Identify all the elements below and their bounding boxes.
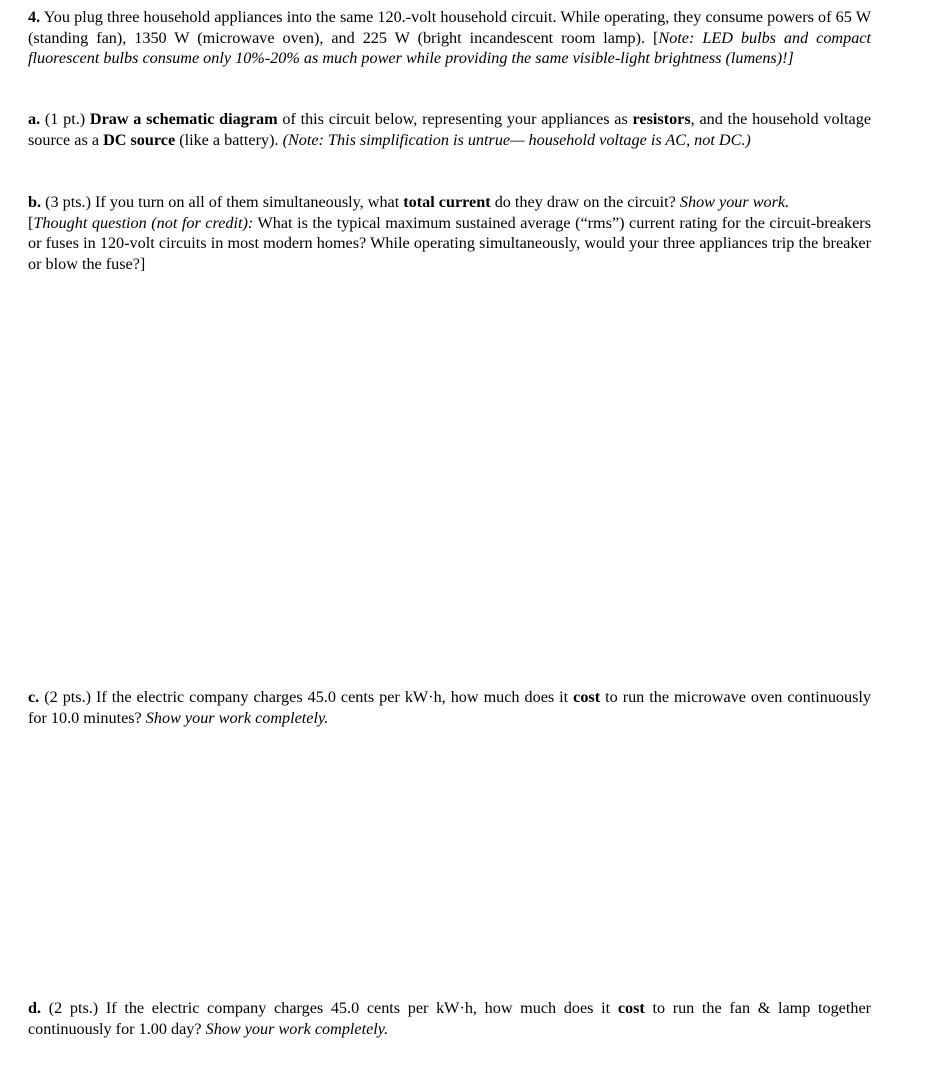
- thought-open-bracket: [: [28, 213, 34, 232]
- part-a-note: (Note: This simplification is untrue— household voltage is AC, not DC.): [282, 130, 751, 149]
- part-a-bold-2: resistors: [632, 110, 691, 128]
- part-b-question: [28, 192, 871, 213]
- part-d-instruction: Show your work completely.: [205, 1019, 389, 1038]
- part-d: [28, 998, 871, 1039]
- part-d-text-1: If the electric company charges 45.0 cents per kW·h, how much does it: [105, 999, 618, 1017]
- part-a-text-3: (like a battery).: [175, 130, 283, 149]
- part-b-label: b.: [28, 193, 42, 211]
- part-c-text-1: If the electric company charges 45.0 cents per kW·h, how much does it: [96, 688, 574, 706]
- part-c-bold: cost: [573, 688, 601, 706]
- problem-number: 4.: [28, 8, 41, 26]
- problem-4-statement: [28, 7, 871, 69]
- part-a-bold-1: Draw a schematic diagram: [89, 110, 278, 128]
- problem-intro: You plug three household appliances into the same 120.-volt household circuit. While operating, they consume powers of 65 W (standing fan), 1350 W (microwave oven), and 225 W (bright incandescent room lamp). [: [28, 8, 872, 47]
- part-c-points: (2 pts.): [39, 688, 97, 706]
- part-b: [28, 192, 871, 274]
- note-text: LED bulbs and compact fluorescent bulbs consume only 10%-20% as much power while providing the same visible-light brightness (lumens)!]: [28, 28, 871, 68]
- part-a-points: (1 pt.): [40, 110, 90, 128]
- part-c-text-2: to run the microwave oven continuously for 10.0 minutes?: [28, 688, 871, 727]
- part-b-text-1: If you turn on all of them simultaneously, what: [95, 193, 404, 211]
- part-d-points: (2 pts.): [41, 999, 106, 1017]
- part-b-thought-question: [28, 213, 871, 275]
- part-d-text-2: to run the fan & lamp together continuously for 1.00 day?: [28, 999, 872, 1038]
- part-a-bold-3: DC source: [103, 130, 176, 149]
- part-d-bold: cost: [617, 999, 645, 1017]
- part-b-text-2: do they draw on the circuit?: [490, 193, 680, 211]
- part-b-instruction: Show your work.: [679, 193, 790, 211]
- note-label: Note:: [658, 28, 695, 47]
- part-c-instruction: Show your work completely.: [145, 708, 329, 727]
- part-d-label: d.: [28, 999, 42, 1017]
- part-a-text-1: of this circuit below, representing your appliances as: [277, 110, 633, 128]
- part-a-text-2: , and the household voltage source as a: [28, 110, 872, 149]
- thought-text: What is the typical maximum sustained average (“rms”) current rating for the circuit-breakers or fuses in 120-volt circuits in most modern homes? While operating simultaneously, would your three appliances trip the breaker or blow the fuse?]: [28, 213, 871, 273]
- part-a: [28, 109, 871, 150]
- part-a-label: a.: [28, 110, 41, 128]
- part-c-label: c.: [28, 688, 40, 706]
- thought-label: Thought question (not for credit):: [33, 213, 254, 232]
- part-b-bold: total current: [403, 193, 491, 211]
- part-c: [28, 687, 871, 728]
- part-b-points: (3 pts.): [41, 193, 96, 211]
